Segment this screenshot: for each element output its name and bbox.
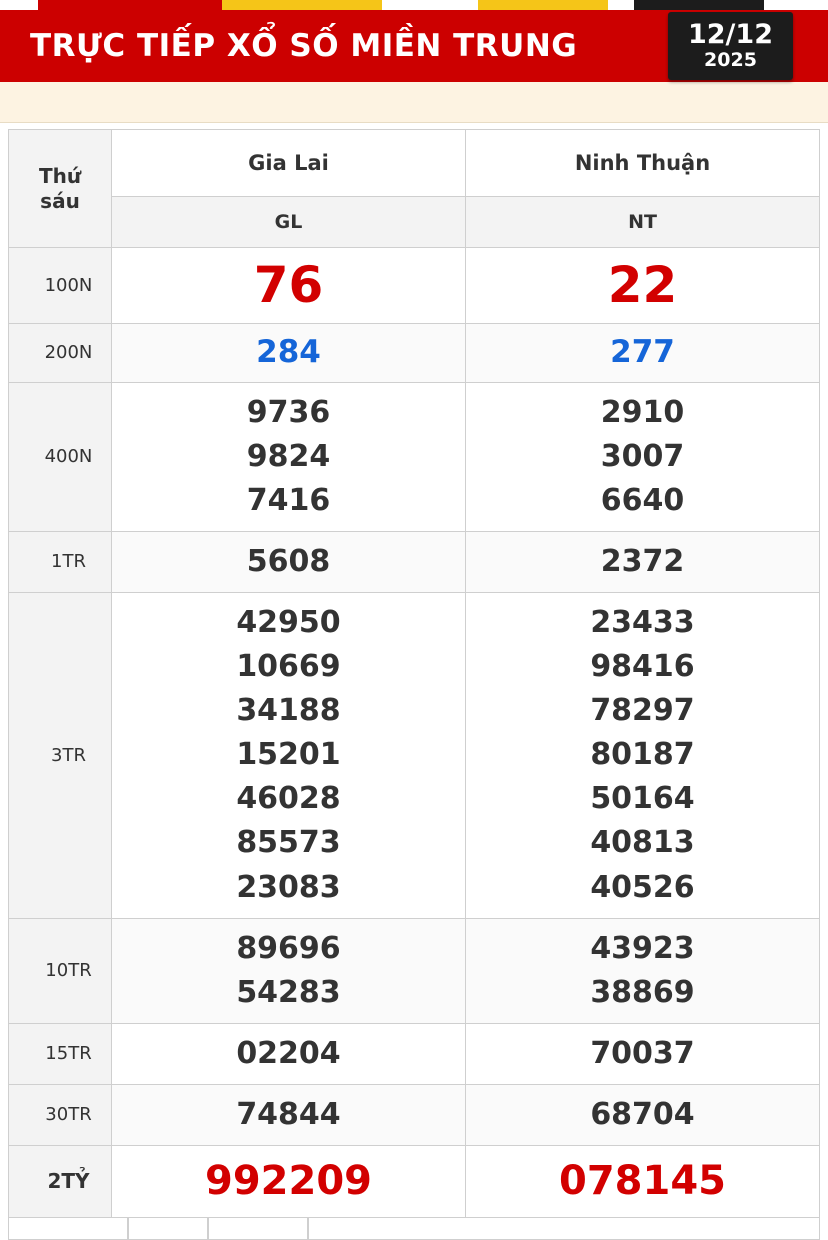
- prize-values-200n-ninh-thuan: [466, 324, 820, 383]
- province-code-gia-lai: GL: [112, 197, 466, 248]
- strip-segment-white-2: [382, 0, 478, 10]
- bottom-partial-row: [8, 1218, 820, 1240]
- results-table: [8, 129, 820, 1218]
- prize-number: 76: [253, 256, 324, 314]
- prize-number: 22: [607, 256, 678, 314]
- prize-number: 3007: [600, 438, 685, 474]
- table-row: [9, 1084, 820, 1145]
- province-code-row: [9, 197, 820, 248]
- prize-values-2ty-gia-lai: [112, 1145, 466, 1217]
- prize-number: 68704: [590, 1096, 695, 1132]
- prize-values-1tr-gia-lai: [112, 531, 466, 592]
- strip-segment-dark: [634, 0, 764, 10]
- strip-segment-white-1: [0, 0, 38, 10]
- province-name-ninh-thuan[interactable]: Ninh Thuận: [466, 130, 820, 197]
- prize-number: 80187: [590, 737, 695, 773]
- prize-values-200n-gia-lai: [112, 324, 466, 383]
- page-title: TRỰC TIẾP XỔ SỐ MIỀN TRUNG: [30, 28, 578, 64]
- prize-number: 2372: [600, 543, 685, 579]
- table-row: [9, 248, 820, 324]
- prize-number: 78297: [590, 693, 695, 729]
- table-row: [9, 1023, 820, 1084]
- header-subbar: [0, 82, 828, 123]
- prize-number: 50164: [590, 781, 695, 817]
- prize-number: 277: [610, 334, 675, 370]
- strip-segment-red: [38, 0, 222, 10]
- table-header-row: [9, 130, 820, 197]
- prize-number: 54283: [236, 974, 341, 1010]
- results-table-container: [0, 123, 828, 1218]
- prize-number: 42950: [236, 604, 341, 640]
- strip-segment-white-4: [764, 0, 828, 10]
- prize-number: 6640: [600, 482, 685, 518]
- prize-values-15tr-ninh-thuan: [466, 1023, 820, 1084]
- prize-values-1tr-ninh-thuan: [466, 531, 820, 592]
- prize-number: 078145: [559, 1157, 726, 1204]
- table-row: [9, 531, 820, 592]
- prize-number: 7416: [246, 482, 331, 518]
- prize-label-3tr: 3TR: [9, 592, 112, 918]
- weekday-line-1: Thứ: [38, 163, 82, 188]
- prize-number: 43923: [590, 930, 695, 966]
- prize-values-400n-gia-lai: [112, 382, 466, 531]
- prize-label-1tr: 1TR: [9, 531, 112, 592]
- prize-values-3tr-ninh-thuan: [466, 592, 820, 918]
- prize-number: 10669: [236, 649, 341, 685]
- prize-number: 2910: [600, 394, 685, 430]
- prize-number: 98416: [590, 649, 695, 685]
- prize-values-10tr-gia-lai: [112, 918, 466, 1023]
- bottom-cell-4: [308, 1218, 820, 1240]
- prize-number: 5608: [246, 543, 331, 579]
- date-badge: [668, 12, 793, 80]
- prize-label-400n: 400N: [9, 382, 112, 531]
- prize-label-30tr: 30TR: [9, 1084, 112, 1145]
- prize-values-30tr-ninh-thuan: [466, 1084, 820, 1145]
- prize-number: 40526: [590, 869, 695, 905]
- prize-number: 70037: [590, 1035, 695, 1071]
- table-row: [9, 918, 820, 1023]
- page-header: [0, 10, 828, 82]
- date-day-month: 12/12: [687, 19, 773, 51]
- table-row: [9, 1145, 820, 1217]
- prize-number: 46028: [236, 781, 341, 817]
- weekday-label: [9, 130, 112, 248]
- prize-number: 85573: [236, 825, 341, 861]
- prize-values-3tr-gia-lai: [112, 592, 466, 918]
- table-row: [9, 324, 820, 383]
- bottom-cell-3: [208, 1218, 308, 1240]
- prize-label-200n: 200N: [9, 324, 112, 383]
- prize-number: 23083: [236, 869, 341, 905]
- prize-number: 40813: [590, 825, 695, 861]
- prize-values-400n-ninh-thuan: [466, 382, 820, 531]
- prize-number: 74844: [236, 1096, 341, 1132]
- prize-number: 284: [256, 334, 321, 370]
- strip-segment-yellow-2: [478, 0, 608, 10]
- prize-values-100n-ninh-thuan: [466, 248, 820, 324]
- table-row: [9, 382, 820, 531]
- strip-segment-white-3: [608, 0, 634, 10]
- prize-number: 9824: [246, 438, 331, 474]
- prize-number: 89696: [236, 930, 341, 966]
- prize-label-2ty: 2TỶ: [9, 1145, 112, 1217]
- date-year: 2025: [704, 48, 757, 71]
- prize-number: 02204: [236, 1035, 341, 1071]
- prize-values-15tr-gia-lai: [112, 1023, 466, 1084]
- bottom-cell-1: [8, 1218, 128, 1240]
- prize-label-100n: 100N: [9, 248, 112, 324]
- prize-label-15tr: 15TR: [9, 1023, 112, 1084]
- bottom-cell-2: [128, 1218, 208, 1240]
- weekday-line-2: sáu: [40, 188, 80, 213]
- prize-number: 38869: [590, 974, 695, 1010]
- top-color-strip: [0, 0, 828, 10]
- strip-segment-yellow: [222, 0, 382, 10]
- prize-number: 9736: [246, 394, 331, 430]
- prize-values-10tr-ninh-thuan: [466, 918, 820, 1023]
- prize-number: 15201: [236, 737, 341, 773]
- prize-number: 992209: [205, 1157, 372, 1204]
- province-code-ninh-thuan: NT: [466, 197, 820, 248]
- prize-values-30tr-gia-lai: [112, 1084, 466, 1145]
- prize-number: 34188: [236, 693, 341, 729]
- prize-label-10tr: 10TR: [9, 918, 112, 1023]
- prize-values-100n-gia-lai: [112, 248, 466, 324]
- table-row: [9, 592, 820, 918]
- province-name-gia-lai[interactable]: Gia Lai: [112, 130, 466, 197]
- prize-number: 23433: [590, 604, 695, 640]
- prize-values-2ty-ninh-thuan: [466, 1145, 820, 1217]
